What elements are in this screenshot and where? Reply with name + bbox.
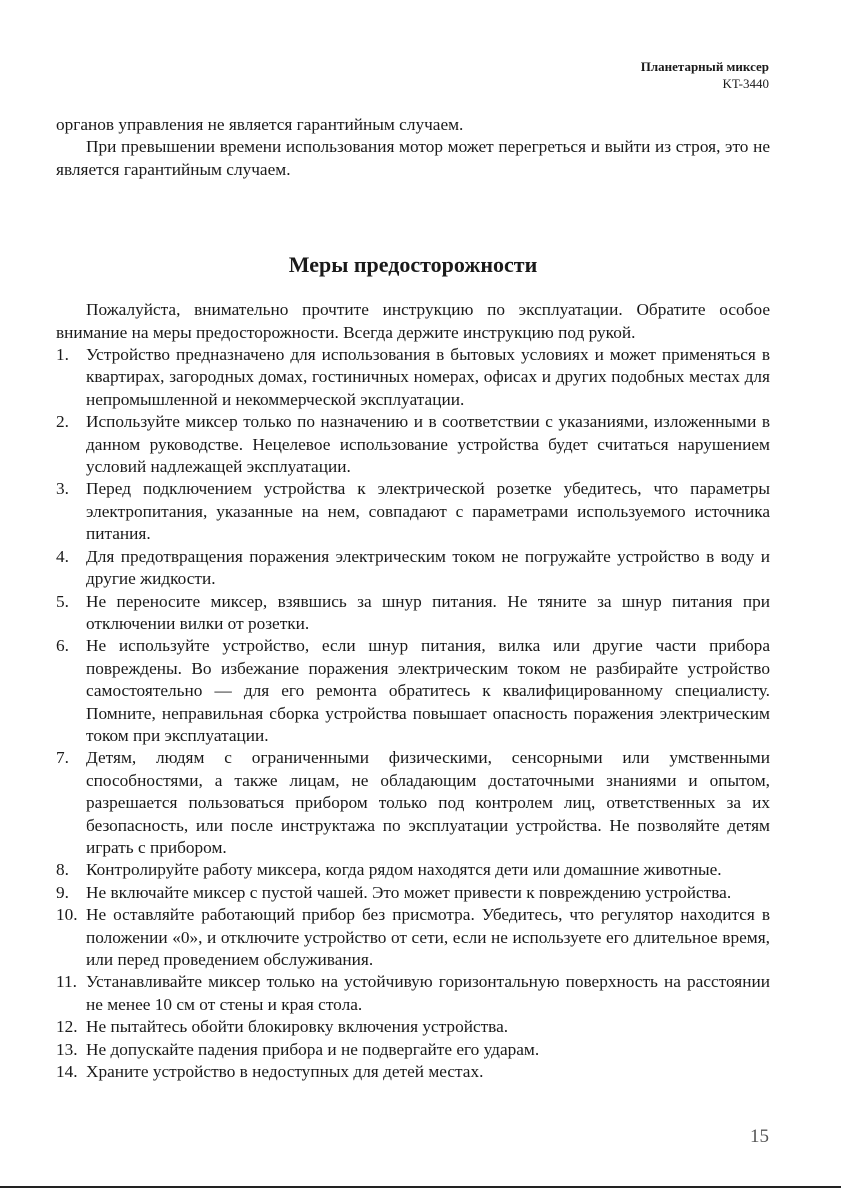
item-text: Контролируйте работу миксера, когда рядом находятся дети или домашние животные. — [86, 860, 722, 880]
item-number: 2. — [56, 412, 69, 432]
section-lead: Пожалуйста, внимательно прочтите инструкцию по эксплуатации. Обратите особое внимание на меры предосторожности. Всегда держите инструкцию под рукой. — [56, 300, 770, 342]
list-item — [56, 859, 770, 881]
item-number: 11. — [56, 972, 77, 992]
item-number: 9. — [56, 882, 69, 902]
item-number: 3. — [56, 479, 69, 499]
item-number: 4. — [56, 546, 69, 566]
intro-paragraph: При превышении времени использования мотор может перегреться и выйти из строя, это не является гарантийным случаем. — [56, 137, 770, 179]
item-text: Не используйте устройство, если шнур питания, вилка или другие части прибора повреждены. Во избежание поражения электрическим током не разбирайте устройство самостоятельно — для его ремонта обратитесь к квалифицированному специалисту. Помните, неправильная сборка устройства повышает опасность поражения электрическим током при эксплуатации. — [86, 636, 770, 745]
item-text: Устанавливайте миксер только на устойчивую горизонтальную поверхность на расстоянии не менее 10 см от стены и края стола. — [86, 972, 770, 1014]
list-item — [56, 1061, 770, 1083]
list-item — [56, 904, 770, 971]
list-item — [56, 635, 770, 747]
list-item — [56, 411, 770, 478]
page-number: 15 — [750, 1126, 769, 1147]
list-item — [56, 1039, 770, 1061]
item-text: Не оставляйте работающий прибор без присмотра. Убедитесь, что регулятор находится в положении «0», и отключите устройство от сети, если не используете его длительное время, или перед проведением обслуживания. — [86, 905, 770, 969]
intro-line: органов управления не является гарантийным случаем. — [56, 115, 464, 134]
item-number: 5. — [56, 591, 69, 611]
list-item — [56, 591, 770, 636]
section-title: Меры предосторожности — [288, 252, 538, 278]
item-number: 1. — [56, 345, 69, 365]
model-number: KT-3440 — [722, 76, 769, 91]
item-number: 13. — [56, 1039, 78, 1059]
item-text: Не включайте миксер с пустой чашей. Это может привести к повреждению устройства. — [86, 882, 732, 902]
list-item — [56, 882, 770, 904]
item-text: Не переносите миксер, взявшись за шнур питания. Не тяните за шнур питания при отключении вилки от розетки. — [86, 591, 770, 633]
product-name: Планетарный миксер — [640, 59, 769, 74]
list-item — [56, 546, 770, 591]
item-text: Перед подключением устройства к электрической розетке убедитесь, что параметры электропитания, указанные на нем, совпадают с параметрами используемого источника питания. — [86, 479, 770, 544]
item-number: 6. — [56, 636, 69, 656]
precautions-list — [56, 344, 770, 1083]
list-item — [56, 747, 770, 859]
item-number: 8. — [56, 860, 69, 880]
item-number: 10. — [56, 905, 78, 925]
page-header — [641, 58, 769, 92]
item-text: Используйте миксер только по назначению и в соответствии с указаниями, изложенными в данном руководстве. Нецелевое использование устройства будет считаться нарушением условий надлежащей эксплуатации. — [86, 412, 770, 477]
item-number: 14. — [56, 1062, 78, 1082]
list-item — [56, 344, 770, 411]
list-item — [56, 478, 770, 545]
item-number: 7. — [56, 748, 69, 768]
list-item — [56, 1016, 770, 1038]
list-item — [56, 971, 770, 1016]
item-number: 12. — [56, 1017, 78, 1037]
item-text: Храните устройство в недоступных для детей местах. — [86, 1062, 484, 1082]
bottom-rule — [0, 1186, 841, 1188]
item-text: Устройство предназначено для использования в бытовых условиях и может применяться в квартирах, загородных домах, гостиничных номерах, офисах и других подобных местах для непромышленной и некоммерческой эксплуатации. — [86, 345, 770, 409]
page-content — [56, 114, 770, 1083]
item-text: Для предотвращения поражения электрическим током не погружайте устройство в воду и другие жидкости. — [86, 546, 770, 589]
item-text: Не пытайтесь обойти блокировку включения устройства. — [86, 1017, 509, 1037]
item-text: Не допускайте падения прибора и не подвергайте его ударам. — [86, 1039, 540, 1059]
item-text: Детям, людям с ограниченными физическими, сенсорными или умственными способностями, а также лицам, не обладающим достаточными знаниями и опытом, разрешается пользоваться прибором только под контролем лиц, ответственных за их безопасность, или после инструктажа по эксплуатации устройства. Не позволяйте детям играть с прибором. — [86, 748, 770, 857]
